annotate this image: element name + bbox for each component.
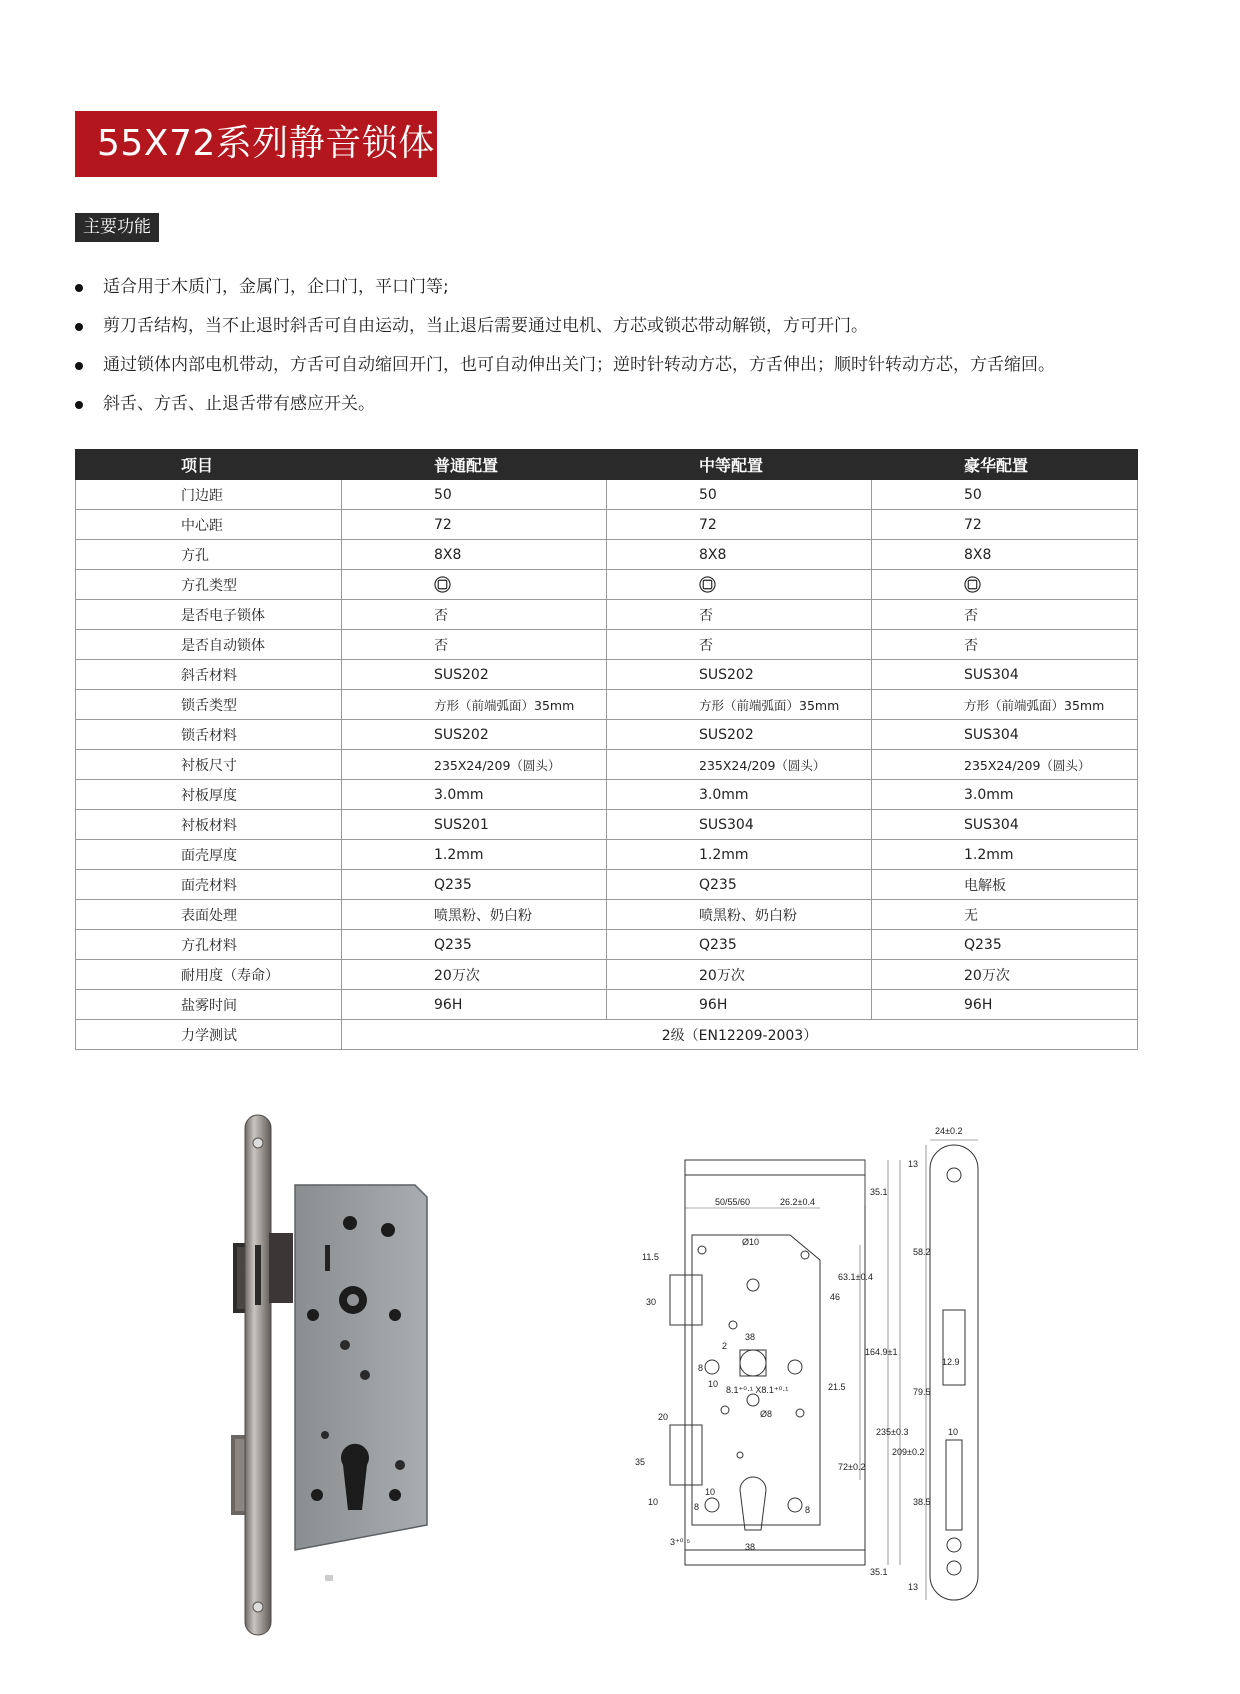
value-cell: SUS202 [342,720,607,750]
value-cell: SUS304 [872,810,1138,840]
value-cell: 8X8 [607,540,872,570]
drawing-dim: 50/55/60 [715,1197,751,1207]
lock-body-photo [225,1105,435,1645]
drawing-dim: 10 [948,1427,959,1437]
table-row [76,930,1138,960]
value-cell: 否 [872,600,1138,630]
value-cell: 72 [342,510,607,540]
header-cell: 中等配置 [607,450,872,480]
value-cell [607,570,872,600]
value-cell: 235X24/209（圆头） [342,750,607,780]
row-label-cell: 力学测试 [76,1020,342,1050]
drawing-dim: 24±0.2 [935,1126,963,1136]
drawing-dim: 30 [646,1297,657,1307]
bullet-icon [75,284,83,292]
value-cell: SUS304 [607,810,872,840]
value-cell: 50 [872,480,1138,510]
value-cell: Q235 [872,930,1138,960]
table-row [76,960,1138,990]
value-cell: 1.2mm [607,840,872,870]
value-cell [872,570,1138,600]
value-cell: Q235 [342,930,607,960]
feature-item: 斜舌、方舌、止退舌带有感应开关。 [75,385,1195,424]
row-label-cell: 盐雾时间 [76,990,342,1020]
drawing-dim: Ø10 [742,1237,760,1247]
drawing-dim: 63.1±0.4 [838,1272,873,1282]
row-label-cell: 锁舌材料 [76,720,342,750]
bullet-icon [75,401,83,409]
table-row [76,630,1138,660]
drawing-dim: 38 [745,1332,756,1342]
bullet-icon [75,362,83,370]
value-cell: SUS304 [872,660,1138,690]
value-cell: 96H [872,990,1138,1020]
value-cell: 方形（前端弧面）35mm [607,690,872,720]
value-cell: 8X8 [872,540,1138,570]
drawing-dim: 20 [658,1412,669,1422]
drawing-dim: 13 [908,1582,919,1592]
drawing-dim: 10 [648,1497,659,1507]
drawing-dim: 38.5 [913,1497,931,1507]
drawing-dim: 12.9 [942,1357,960,1367]
value-cell [342,570,607,600]
value-cell: SUS202 [342,660,607,690]
table-row [76,660,1138,690]
value-cell: 否 [342,630,607,660]
spec-table [75,449,1138,1050]
value-cell: 方形（前端弧面）35mm [872,690,1138,720]
drawing-dim: 2 [722,1341,728,1351]
table-body [76,480,1138,1050]
row-label-cell: 衬板尺寸 [76,750,342,780]
row-label-cell: 是否自动锁体 [76,630,342,660]
square-hole-icon [434,576,451,593]
row-label-cell: 衬板材料 [76,810,342,840]
value-cell: SUS304 [872,720,1138,750]
header-cell: 项目 [76,450,342,480]
value-cell: 3.0mm [342,780,607,810]
value-cell: 3.0mm [872,780,1138,810]
drawing-dim: 35.1 [870,1187,888,1197]
drawing-dim: 3⁺⁰·⁵ [670,1537,691,1547]
feature-list [75,268,1195,424]
table-row [76,840,1138,870]
value-cell: Q235 [342,870,607,900]
value-cell: 方形（前端弧面）35mm [342,690,607,720]
value-cell: Q235 [607,930,872,960]
value-cell: 50 [607,480,872,510]
drawing-dim: 72±0.2 [838,1462,866,1472]
row-label-cell: 是否电子锁体 [76,600,342,630]
value-cell: 235X24/209（圆头） [607,750,872,780]
value-cell: Q235 [607,870,872,900]
row-label-cell: 面壳材料 [76,870,342,900]
drawing-dim: 13 [908,1159,919,1169]
drawing-dim: 164.9±1 [865,1347,898,1357]
value-cell: 8X8 [342,540,607,570]
square-hole-icon [699,576,716,593]
value-cell: 否 [607,630,872,660]
row-label-cell: 中心距 [76,510,342,540]
row-label-cell: 门边距 [76,480,342,510]
value-cell: 1.2mm [872,840,1138,870]
section-label: 主要功能 [75,213,159,242]
header-cell: 普通配置 [342,450,607,480]
row-label-cell: 方孔类型 [76,570,342,600]
drawing-dim: 38 [745,1542,756,1552]
value-cell: 235X24/209（圆头） [872,750,1138,780]
value-cell: SUS202 [607,660,872,690]
row-label-cell: 锁舌类型 [76,690,342,720]
value-cell: 72 [607,510,872,540]
value-cell: 72 [872,510,1138,540]
feature-item: 通过锁体内部电机带动，方舌可自动缩回开门，也可自动伸出关门；逆时针转动方芯，方舌伸出；顺时针转动方芯，方舌缩回。 [75,346,1195,385]
value-cell: 否 [607,600,872,630]
drawing-dim: 35.1 [870,1567,888,1577]
table-row [76,480,1138,510]
value-cell: 20万次 [872,960,1138,990]
value-cell: 电解板 [872,870,1138,900]
bullet-icon [75,323,83,331]
drawing-dim: 79.5 [913,1387,931,1397]
table-header-row [76,450,1138,480]
drawing-dim: 8.1⁺⁰·¹ X8.1⁺⁰·¹ [726,1385,789,1395]
value-cell: 否 [872,630,1138,660]
value-cell: 喷黑粉、奶白粉 [607,900,872,930]
row-label-cell: 面壳厚度 [76,840,342,870]
header-cell: 豪华配置 [872,450,1138,480]
table-row [76,870,1138,900]
square-hole-icon [964,576,981,593]
value-cell: 3.0mm [607,780,872,810]
row-label-cell: 表面处理 [76,900,342,930]
table-row [76,540,1138,570]
drawing-dim: 46 [830,1292,841,1302]
drawing-dim: 10 [705,1487,716,1497]
drawing-dim: 21.5 [828,1382,846,1392]
table-row [76,750,1138,780]
drawing-dim: 11.5 [642,1252,659,1262]
row-label-cell: 衬板厚度 [76,780,342,810]
value-cell: 喷黑粉、奶白粉 [342,900,607,930]
drawing-dim: 8 [805,1505,811,1515]
value-cell: 96H [342,990,607,1020]
table-row [76,690,1138,720]
drawing-dim: 8 [694,1502,700,1512]
table-row [76,510,1138,540]
page-title: 55X72系列静音锁体 [75,111,437,177]
value-cell: 50 [342,480,607,510]
table-row [76,810,1138,840]
drawing-dim: 58.2 [913,1247,931,1257]
table-row [76,570,1138,600]
feature-item: 剪刀舌结构，当不止退时斜舌可自由运动，当止退后需要通过电机、方芯或锁芯带动解锁，方可开门。 [75,307,1195,346]
value-cell: 20万次 [342,960,607,990]
value-cell: 2级（EN12209-2003） [342,1020,1138,1050]
value-cell: 1.2mm [342,840,607,870]
technical-drawing [630,1126,1050,1605]
row-label-cell: 斜舌材料 [76,660,342,690]
value-cell: 否 [342,600,607,630]
feature-item: 适合用于木质门，金属门，企口门，平口门等; [75,268,1195,307]
table-row [76,600,1138,630]
drawing-dim: 8 [698,1363,704,1373]
value-cell: 无 [872,900,1138,930]
drawing-dim: Ø8 [760,1409,773,1419]
drawing-dim: 35 [635,1457,646,1467]
drawing-dim: 26.2±0.4 [780,1197,815,1207]
value-cell: 20万次 [607,960,872,990]
drawing-dim: 209±0.2 [892,1447,925,1457]
drawing-dim: 10 [708,1379,719,1389]
value-cell: SUS202 [607,720,872,750]
row-label-cell: 方孔 [76,540,342,570]
table-row [76,780,1138,810]
value-cell: SUS201 [342,810,607,840]
table-row [76,1020,1138,1050]
table-row [76,900,1138,930]
table-row [76,720,1138,750]
drawing-dim: 235±0.3 [876,1427,909,1437]
row-label-cell: 耐用度（寿命） [76,960,342,990]
table-row [76,990,1138,1020]
value-cell: 96H [607,990,872,1020]
row-label-cell: 方孔材料 [76,930,342,960]
